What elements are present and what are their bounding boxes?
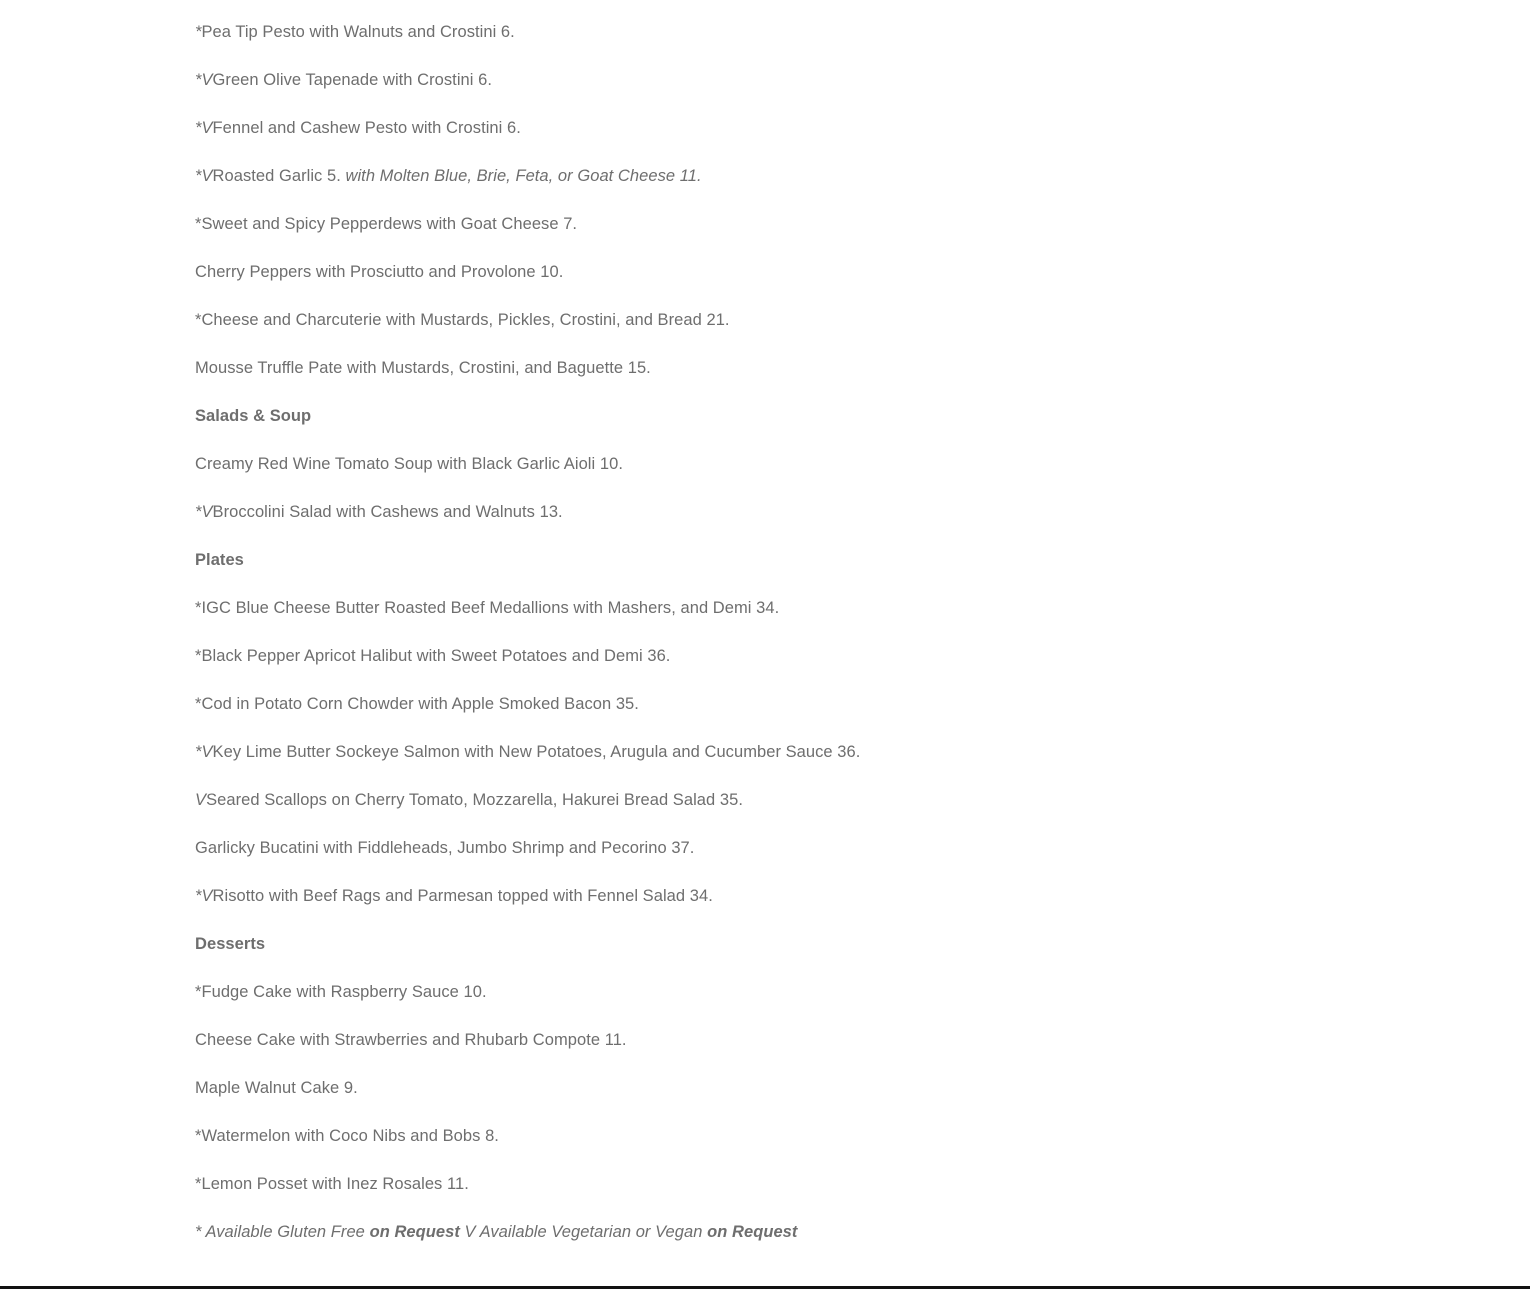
- legend-gluten-free-request: on Request: [369, 1223, 460, 1241]
- menu-item-name: Creamy Red Wine Tomato Soup with Black Garlic Aioli 10.: [195, 455, 623, 473]
- dietary-marker: *V: [195, 119, 213, 137]
- menu-item: [195, 1077, 1295, 1125]
- menu-item-name: Seared Scallops on Cherry Tomato, Mozzarella, Hakurei Bread Salad 35.: [206, 791, 743, 809]
- dietary-legend: [195, 1221, 1295, 1269]
- menu-item-name: *Black Pepper Apricot Halibut with Sweet Potatoes and Demi 36.: [195, 647, 671, 665]
- menu-item: [195, 69, 1295, 117]
- dietary-marker: *: [195, 23, 202, 41]
- legend-vegetarian-request: on Request: [707, 1223, 798, 1241]
- menu-item-name: *Fudge Cake with Raspberry Sauce 10.: [195, 983, 487, 1001]
- menu-item-name: Fennel and Cashew Pesto with Crostini 6.: [212, 119, 521, 137]
- menu-item: [195, 837, 1295, 885]
- menu-item-name: Cherry Peppers with Prosciutto and Provolone 10.: [195, 263, 564, 281]
- menu-item-name: Roasted Garlic 5.: [212, 167, 341, 185]
- menu-item-option: with Molten Blue, Brie, Feta, or Goat Cheese 11.: [345, 167, 702, 185]
- menu-item-name: Pea Tip Pesto with Walnuts and Crostini 6.: [201, 23, 515, 41]
- menu-item-name: Key Lime Butter Sockeye Salmon with New Potatoes, Arugula and Cucumber Sauce 36.: [212, 743, 861, 761]
- legend-vegetarian-text: V Available Vegetarian or Vegan: [464, 1223, 703, 1241]
- menu-item: [195, 597, 1295, 645]
- menu-item: [195, 1173, 1295, 1221]
- dietary-marker: *V: [195, 743, 213, 761]
- menu-item-name: *IGC Blue Cheese Butter Roasted Beef Medallions with Mashers, and Demi 34.: [195, 599, 780, 617]
- menu-item: [195, 981, 1295, 1029]
- menu-item-name: Mousse Truffle Pate with Mustards, Crostini, and Baguette 15.: [195, 359, 651, 377]
- menu-item: [195, 789, 1295, 837]
- dietary-marker: *V: [195, 71, 213, 89]
- section-heading: Plates: [195, 551, 244, 569]
- menu-item: [195, 645, 1295, 693]
- menu-item: [195, 213, 1295, 261]
- dietary-marker: *V: [195, 167, 213, 185]
- section-heading: Salads & Soup: [195, 407, 312, 425]
- menu-item: [195, 21, 1295, 69]
- menu-item: [195, 693, 1295, 741]
- menu-item: [195, 885, 1295, 933]
- menu-item-name: Cheese Cake with Strawberries and Rhubarb Compote 11.: [195, 1031, 627, 1049]
- legend-gluten-free-text: * Available Gluten Free: [195, 1223, 365, 1241]
- dietary-marker: *V: [195, 503, 213, 521]
- menu-item: [195, 309, 1295, 357]
- menu-item: [195, 1125, 1295, 1173]
- dietary-marker: V: [195, 791, 207, 809]
- menu-list: [195, 21, 1295, 1269]
- menu-item-name: *Sweet and Spicy Pepperdews with Goat Cheese 7.: [195, 215, 578, 233]
- menu-item: [195, 117, 1295, 165]
- menu-item: [195, 1029, 1295, 1077]
- menu-item-name: *Cheese and Charcuterie with Mustards, Pickles, Crostini, and Bread 21.: [195, 311, 730, 329]
- menu-item: [195, 261, 1295, 309]
- menu-item: [195, 501, 1295, 549]
- menu-item-name: Maple Walnut Cake 9.: [195, 1079, 358, 1097]
- menu-item-name: Garlicky Bucatini with Fiddleheads, Jumbo Shrimp and Pecorino 37.: [195, 839, 695, 857]
- menu-item-name: Risotto with Beef Rags and Parmesan topped with Fennel Salad 34.: [212, 887, 713, 905]
- menu-item-name: Green Olive Tapenade with Crostini 6.: [212, 71, 492, 89]
- menu-item: [195, 165, 1295, 213]
- dietary-marker: *V: [195, 887, 213, 905]
- menu-item: [195, 357, 1295, 405]
- menu-item: [195, 741, 1295, 789]
- menu-item-name: *Lemon Posset with Inez Rosales 11.: [195, 1175, 469, 1193]
- menu-item-name: *Cod in Potato Corn Chowder with Apple Smoked Bacon 35.: [195, 695, 639, 713]
- section-heading: Desserts: [195, 935, 266, 953]
- menu-item-name: Broccolini Salad with Cashews and Walnuts 13.: [212, 503, 563, 521]
- menu-item-name: *Watermelon with Coco Nibs and Bobs 8.: [195, 1127, 499, 1145]
- menu-item: [195, 453, 1295, 501]
